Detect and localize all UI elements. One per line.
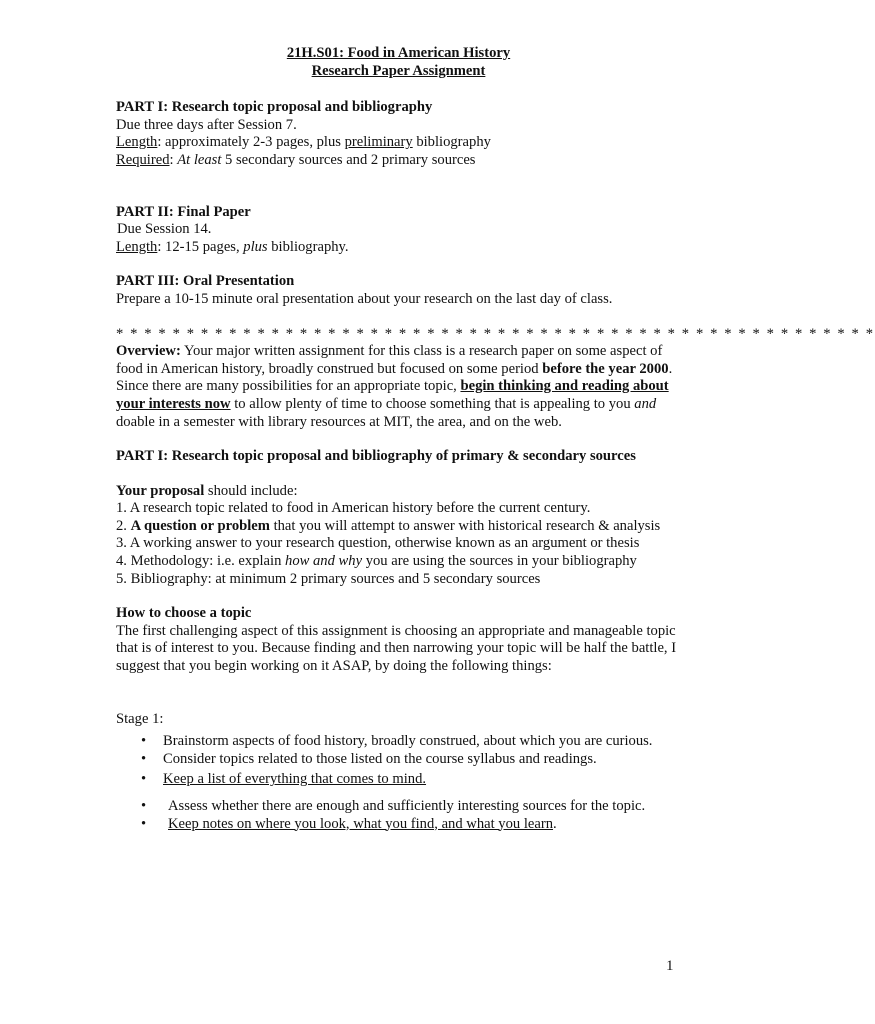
part2-length-label: Length [116, 238, 158, 255]
document-title: 21H.S01: Food in American History [286, 45, 511, 61]
proposal-item-4: 4. Methodology: i.e. explain how and why you are using the sources in your bibliography [116, 553, 637, 570]
list-item: • Keep notes on where you look, what you find, and what you learn. [141, 815, 557, 832]
list-item: • Consider topics related to those listed on the course syllabus and readings. [141, 750, 597, 767]
stage1-list [116, 733, 681, 833]
part3-heading: PART III: Oral Presentation [116, 273, 295, 290]
choose-topic-heading: How to choose a topic [116, 605, 252, 622]
bullet-icon: • [141, 750, 147, 767]
part1-length-label: Length [116, 134, 158, 151]
part1-required-label: Required [116, 151, 170, 168]
part3-text: Prepare a 10-15 minute oral presentation about your research on the last day of class. [116, 290, 613, 307]
list-item: • Brainstorm aspects of food history, broadly construed, about which you are curious. [141, 733, 653, 750]
page-number: 1 [666, 958, 674, 974]
proposal-item-2: 2. A question or problem that you will attempt to answer with historical research & analysis [116, 517, 661, 534]
preliminary-term: preliminary [344, 134, 413, 151]
proposal-item-5: 5. Bibliography: at minimum 2 primary sources and 5 secondary sources [116, 570, 541, 587]
part2-length: Length: 12-15 pages, plus bibliography. [116, 238, 349, 255]
section-divider: * * * * * * * * * * * * * * * * * * * * * * * * * * * * * * * * * * * * * * * * * * * * * * * * * * * * * * [116, 325, 875, 342]
proposal-item-3: 3. A working answer to your research question, otherwise known as an argument or thesis [116, 535, 640, 552]
overview-paragraph: Overview: Your major written assignment for this class is a research paper on some aspect of food in American history, broadly construed but focused on some period before the year 2000. Since there are many possibilities for an appropriate topic, begin thinking and reading about your interests now to allow plenty of time to choose something that is appealing to you and doable in a semester with library resources at MIT, the area, and on the web. [116, 343, 673, 430]
bullet-icon: • [141, 733, 147, 750]
proposal-label: Your proposal [116, 482, 205, 499]
part1-due: Due three days after Session 7. [116, 116, 297, 133]
part1-heading: PART I: Research topic proposal and bibliography [116, 99, 433, 116]
proposal-item-1: 1. A research topic related to food in American history before the current century. [116, 500, 591, 517]
stage1-label: Stage 1: [116, 710, 164, 727]
part1-detail-heading: PART I: Research topic proposal and bibliography of primary & secondary sources [116, 448, 636, 465]
part2-heading: PART II: Final Paper [116, 203, 251, 220]
part1-length: Length: approximately 2-3 pages, plus preliminary bibliography [116, 134, 491, 151]
bullet-icon: • [141, 798, 147, 814]
document-page [116, 45, 875, 833]
part2-due: Due Session 14. [117, 221, 212, 238]
choose-topic-paragraph: The first challenging aspect of this assignment is choosing an appropriate and manageable topic that is of interest to you. Because finding and then narrowing your topic will be half the battle, I suggest that you begin working on it ASAP, by doing the following things: [116, 622, 677, 675]
list-item: • Assess whether there are enough and sufficiently interesting sources for the topic. [141, 798, 646, 814]
part1-required: Required: At least 5 secondary sources and 2 primary sources [116, 151, 476, 168]
list-item: • Keep a list of everything that comes to mind. [141, 771, 427, 788]
bullet-icon: • [141, 815, 147, 832]
begin-thinking-emphasis: begin thinking and reading about your interests now [116, 378, 669, 412]
overview-label: Overview: [116, 343, 181, 360]
proposal-intro: Your proposal should include: [116, 482, 298, 499]
bullet-icon: • [141, 771, 147, 788]
document-subtitle: Research Paper Assignment [311, 62, 486, 79]
